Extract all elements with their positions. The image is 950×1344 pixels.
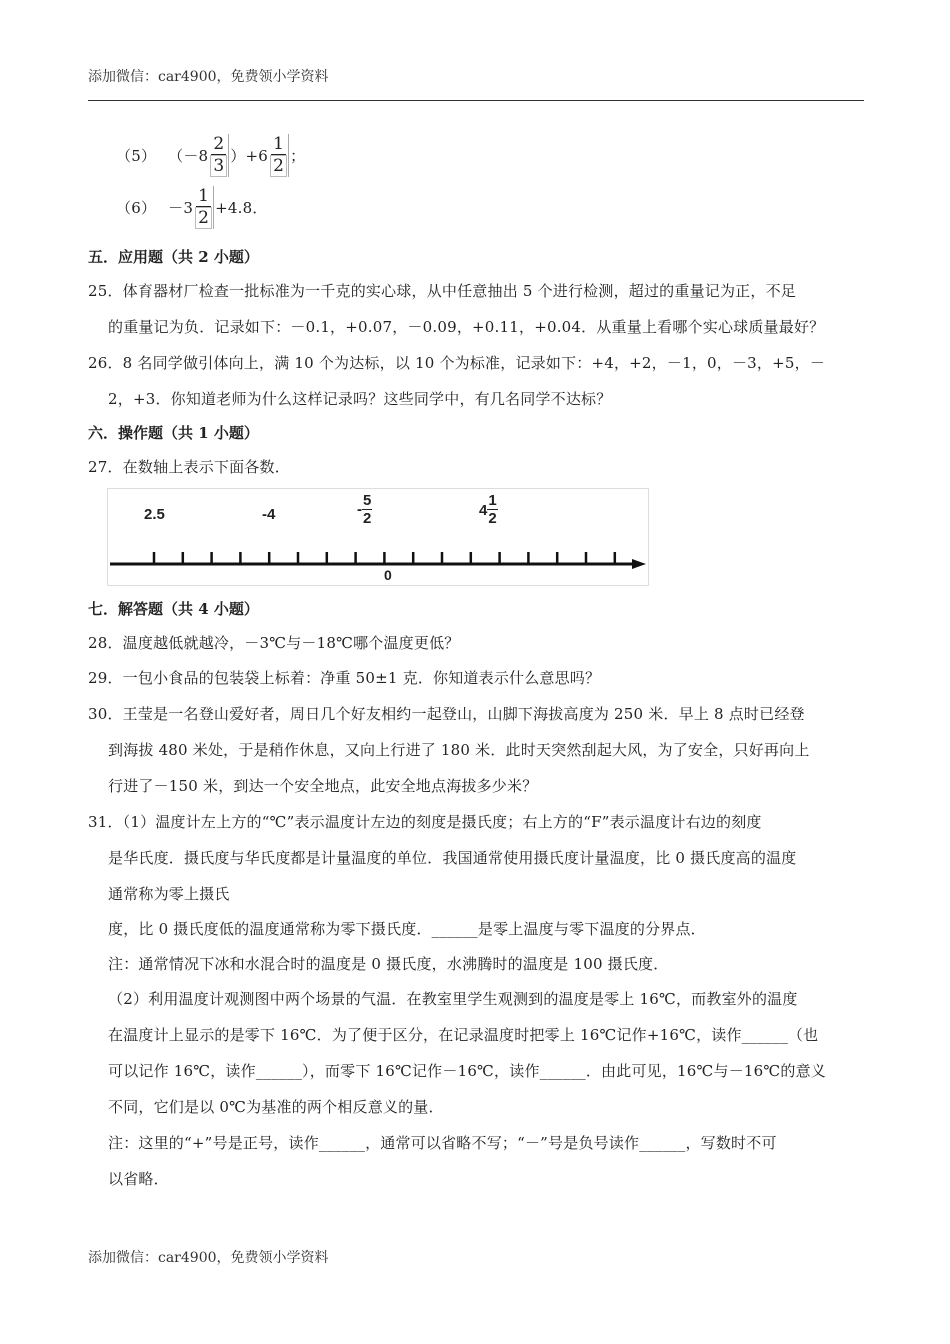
fraction-denominator: 2 [270,155,287,177]
fraction-numerator: 1 [488,492,497,509]
whole-number: 4 [479,502,488,519]
question-26-line-2: 2，+3．你知道老师为什么这样记录吗？这些同学中，有几名同学不达标？ [108,390,612,408]
question-28-line-1: 28．温度越低就越冷，－3℃与－18℃哪个温度更低？ [88,634,460,652]
question-30-line-1: 30．王莹是一名登山爱好者，周日几个好友相约一起登山，山脚下海拔高度为 250 米．早上 8 点时已经登 [88,705,805,723]
fraction-1-2 [194,186,214,229]
question-31-line-3: 通常称为零上摄氏 [108,885,230,903]
section-5-title: 五．应用题（共 2 小题） [88,248,259,266]
section-7-title: 七．解答题（共 4 小题） [88,600,259,618]
section-6-title: 六．操作题（共 1 小题） [88,424,259,442]
exercise-6-part1: －3 [168,199,194,217]
minus-sign: - [357,501,362,518]
header-rule [88,100,864,101]
fraction-numerator: 1 [198,186,210,206]
question-29-line-1: 29．一包小食品的包装袋上标着：净重 50±1 克．你知道表示什么意思吗？ [88,669,601,687]
number-label-minus-4: -4 [262,506,276,523]
question-31-line-5: 注：通常情况下冰和水混合时的温度是 0 摄氏度，水沸腾时的温度是 100 摄氏度． [108,955,669,973]
fraction-numerator: 1 [273,134,285,154]
question-25-line-1: 25．体育器材厂检查一批标准为一千克的实心球，从中任意抽出 5 个进行检测，超过的重量记为正，不足 [88,282,796,300]
origin-label: 0 [384,567,392,583]
exercise-6-part2: +4.8． [215,199,268,217]
fraction-denominator: 3 [210,155,227,177]
page-footer: 添加微信：car4900，免费领小学资料 [88,1250,329,1266]
question-31-line-2: 是华氏度．摄氏度与华氏度都是计量温度的单位．我国通常使用摄氏度计量温度，比 0 摄氏度高的温度 [108,849,797,867]
axis-arrow [632,559,646,569]
question-31-line-6: （2）利用温度计观测图中两个场景的气温．在教室里学生观测到的温度是零上 16℃，而教室外的温度 [108,990,798,1008]
exercise-5-part2: ）+6 [230,147,269,165]
question-25-line-2: 的重量记为负．记录如下：－0.1，+0.07，－0.09，+0.11，+0.04．从重量上看哪个实心球质量最好？ [108,318,825,336]
question-31-line-11: 以省略． [108,1170,169,1188]
fraction-denominator: 2 [363,510,372,527]
question-31-line-8: 可以记作 16℃，读作______），而零下 16℃记作－16℃，读作______．由此可见，16℃与－16℃的意义 [108,1062,826,1080]
exercise-5 [116,134,305,177]
number-line-axis [108,489,648,585]
exercise-6 [116,186,268,229]
question-31-line-1: 31．（1）温度计左上方的“℃”表示温度计左边的刻度是摄氏度；右上方的“F”表示温度计右边的刻度 [88,813,762,831]
question-30-line-2: 到海拔 480 米处，于是稍作休息，又向上行进了 180 米．此时天突然刮起大风，为了安全，只好再向上 [108,741,810,759]
number-label-2-5: 2.5 [144,506,165,523]
question-27-line-1: 27．在数轴上表示下面各数． [88,458,290,476]
question-31-line-7: 在温度计上显示的是零下 16℃．为了便于区分，在记录温度时把零上 16℃记作+16℃，读作______（也 [108,1026,819,1044]
fraction-numerator: 2 [213,134,225,154]
exercise-5-part3: ； [290,147,306,165]
number-line-figure [107,488,649,586]
question-31-line-9: 不同，它们是以 0℃为基准的两个相反意义的量． [108,1098,444,1116]
question-26-line-1: 26．8 名同学做引体向上，满 10 个为达标，以 10 个为标准，记录如下：+4，+2，－1，0，－3，+5，－ [88,354,826,372]
question-31-line-10: 注：这里的“+”号是正号，读作______，通常可以省略不写；“－”号是负号读作______，写数时不可 [108,1134,777,1152]
exercise-5-label: （5） [116,147,157,165]
fraction-denominator: 2 [488,510,497,527]
fraction-2-3 [209,134,229,177]
page-header: 添加微信：car4900，免费领小学资料 [88,69,329,85]
question-31-line-4: 度，比 0 摄氏度低的温度通常称为零下摄氏度．______是零上温度与零下温度的分界点． [108,920,706,938]
exercise-5-part1: （－8 [168,147,209,165]
question-30-line-3: 行进了－150 米，到达一个安全地点，此安全地点海拔多少米？ [108,777,538,795]
fraction-numerator: 5 [363,492,372,509]
fraction-1-2 [269,134,289,177]
exercise-6-label: （6） [116,199,157,217]
fraction-denominator: 2 [195,207,212,229]
